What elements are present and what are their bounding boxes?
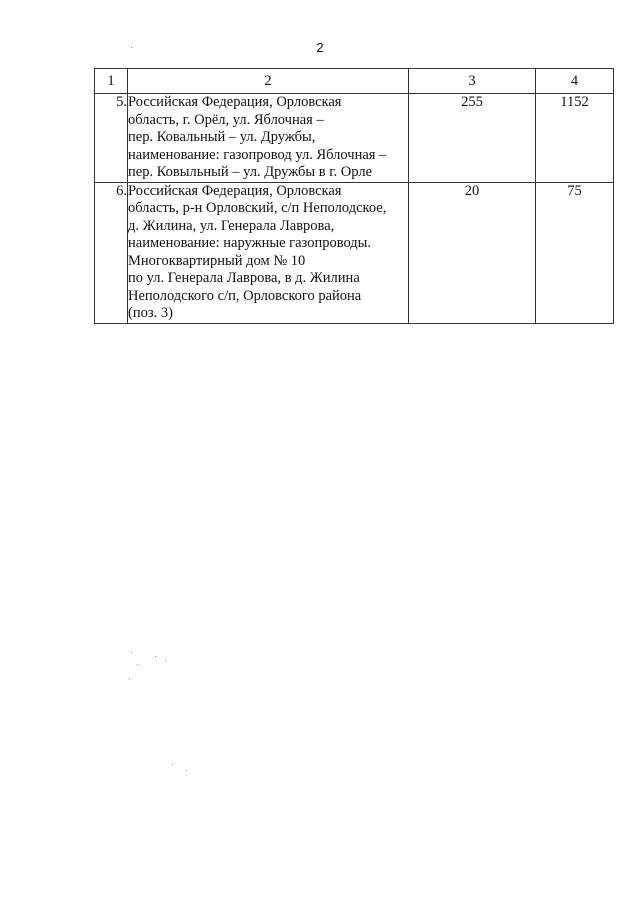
row-col4-value: 1152 [536, 94, 614, 183]
header-cell-3: 3 [409, 69, 536, 94]
description-line: наименование: газопровод ул. Яблочная – [128, 146, 387, 163]
header-cell-1: 1 [95, 69, 128, 94]
data-table [94, 68, 614, 324]
header-cell-4: 4 [536, 69, 614, 94]
description-line: по ул. Генерала Лаврова, в д. Жилина [128, 270, 360, 286]
scan-speck [137, 664, 138, 665]
row-col3-value: 20 [409, 182, 536, 323]
table-row [95, 94, 614, 183]
description-line: д. Жилина, ул. Генерала Лаврова, [128, 217, 335, 234]
page-number: 2 [316, 40, 324, 55]
row-col3-value: 255 [409, 94, 536, 183]
scan-speck [186, 770, 187, 771]
scan-speck [129, 678, 130, 679]
scan-speck [165, 660, 166, 661]
description-line: наименование: наружные газопроводы. [128, 235, 372, 251]
description-line: Многоквартирный дом № 10 [128, 252, 306, 269]
scan-speck [172, 764, 173, 765]
description-line: пер. Ковальный – ул. Дружбы, [128, 129, 316, 145]
table-row [95, 182, 614, 323]
table-header-row [95, 69, 614, 94]
description-line: область, р-н Орловский, с/п Неполодское, [128, 200, 387, 216]
row-col4-value: 75 [536, 182, 614, 323]
scan-speck [131, 47, 132, 48]
row-number: 6. [95, 182, 128, 323]
row-number: 5. [95, 94, 128, 183]
row-description [128, 182, 409, 323]
scan-speck [155, 656, 156, 657]
description-line: Российская Федерация, Орловская [128, 94, 342, 110]
description-line: Российская Федерация, Орловская [128, 182, 342, 199]
scan-speck [131, 652, 132, 653]
description-line: пер. Ковыльный – ул. Дружбы в г. Орле [128, 164, 373, 180]
description-line: (поз. 3) [128, 305, 173, 321]
description-line: Неполодского с/п, Орловского района [128, 287, 362, 304]
header-cell-2: 2 [128, 69, 409, 94]
row-description [128, 94, 409, 183]
description-line: область, г. Орёл, ул. Яблочная – [128, 111, 324, 128]
